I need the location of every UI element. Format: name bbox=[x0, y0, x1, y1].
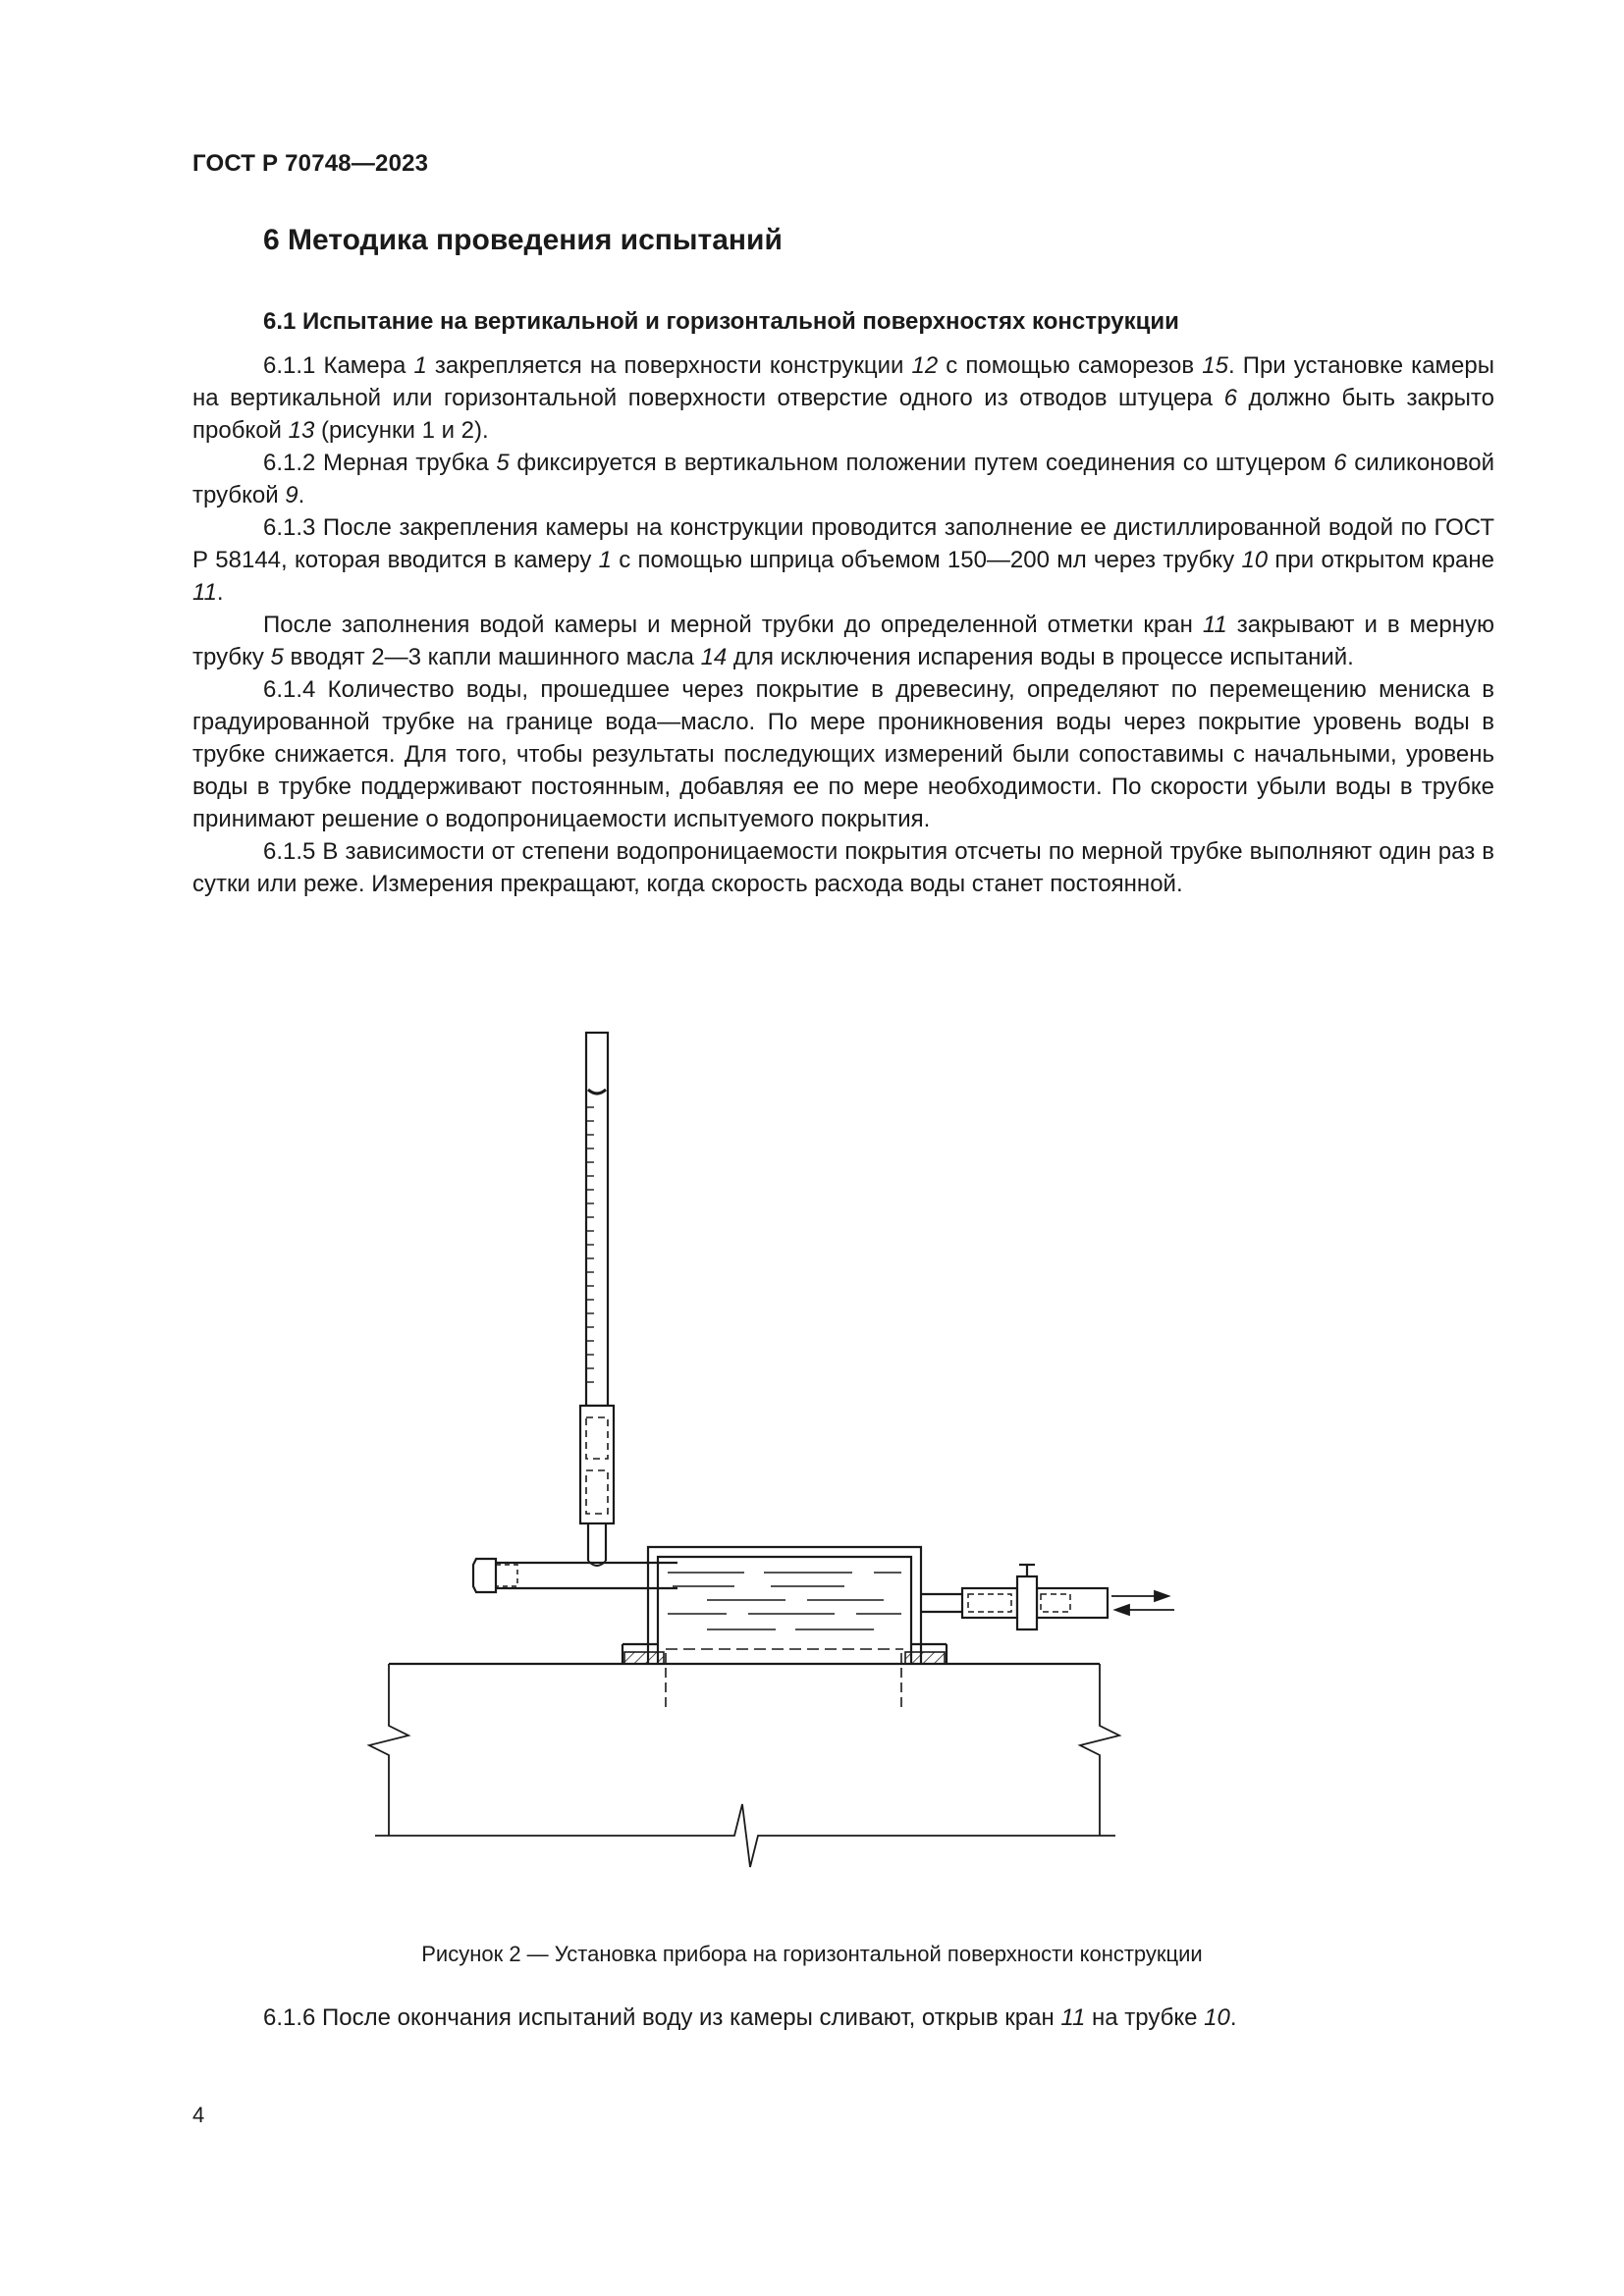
reference-number: 10 bbox=[1204, 2004, 1230, 2031]
reference-number: 11 bbox=[1060, 2004, 1086, 2031]
reference-number: 6 bbox=[1223, 385, 1237, 411]
measuring-tube bbox=[586, 1033, 608, 1406]
reference-number: 11 bbox=[1202, 612, 1227, 638]
reference-number: 11 bbox=[192, 579, 217, 606]
text-run: закрывают и в мерную трубку bbox=[192, 612, 1494, 670]
text-run: . bbox=[1229, 2004, 1237, 2031]
text-run: при открытом кране bbox=[1268, 547, 1495, 573]
text-run: для исключения испарения воды в процессе испытаний. bbox=[727, 644, 1354, 670]
reference-number: 12 bbox=[911, 352, 939, 379]
apparatus-drawing bbox=[196, 1001, 1473, 1924]
text-run: силиконовой трубкой bbox=[192, 450, 1494, 508]
text-run: закрепляется на поверхности конструкции bbox=[426, 352, 912, 379]
paragraph-6-1-5 bbox=[192, 835, 1494, 900]
reference-number: 6 bbox=[1333, 450, 1347, 476]
text-run: 6.1.5 В зависимости от степени водопроницаемости покрытия отсчеты по мерной трубке выполняют один раз в сутки или реже. Измерения прекращают, когда скорость расхода воды станет постоянной. bbox=[192, 838, 1494, 897]
paragraph-6-1-4 bbox=[192, 673, 1494, 835]
gasket-left bbox=[624, 1652, 664, 1664]
flow-arrows bbox=[1111, 1591, 1174, 1615]
silicone-sleeve bbox=[580, 1406, 614, 1523]
reference-number: 9 bbox=[285, 482, 298, 508]
text-run: 6.1.1 Камера bbox=[263, 352, 414, 379]
reference-number: 5 bbox=[496, 450, 510, 476]
text-run: фиксируется в вертикальном положении путем соединения со штуцером bbox=[509, 450, 1334, 476]
text-run: . bbox=[216, 579, 224, 606]
graduation-marks bbox=[586, 1107, 594, 1382]
body-text bbox=[192, 349, 1494, 900]
text-run: с помощью саморезов bbox=[938, 352, 1203, 379]
fitting-tee bbox=[491, 1523, 677, 1588]
break-bottom bbox=[375, 1804, 1115, 1867]
text-run: 6.1.4 Количество воды, прошедшее через покрытие в древесину, определяют по перемещению мениска в градуированной трубке на границе вода—масло. По мере проникновения воды через покрытие уровень воды в трубке снижается. Для того, чтобы результаты последующих измерений были сопоставимы с начальными, уровень воды в трубке поддерживают постоянным, добавляя ее по мере необходимости. По скорости убыли воды в трубке принимают решение о водопроницаемости испытуемого покрытия. bbox=[192, 676, 1494, 832]
text-run: вводят 2—3 капли машинного масла bbox=[283, 644, 701, 670]
text-run: 6.1.6 После окончания испытаний воду из камеры сливают, открыв кран bbox=[263, 2004, 1061, 2031]
text-run: должно быть закрыто пробкой bbox=[192, 385, 1495, 444]
text-run: 6.1.3 После закрепления камеры на конструкции проводится заполнение ее дистиллированной водой по ГОСТ Р 58144, которая вводится в камеру bbox=[192, 514, 1494, 573]
text-run: на трубке bbox=[1085, 2004, 1205, 2031]
text-run: . При установке камеры на вертикальной или горизонтальной поверхности отверстие одного из отводов штуцера bbox=[192, 352, 1494, 411]
subsection-title: 6.1 Испытание на вертикальной и горизонтальной поверхностях конструкции bbox=[263, 308, 1179, 335]
reference-number: 5 bbox=[270, 644, 284, 670]
paragraph-6-1-2 bbox=[192, 447, 1494, 511]
paragraph-6-1-3-continued bbox=[192, 609, 1494, 673]
page-number: 4 bbox=[192, 2103, 205, 2127]
paragraph-6-1-3 bbox=[192, 511, 1494, 609]
reference-number: 1 bbox=[598, 547, 612, 573]
chamber bbox=[623, 1547, 947, 1664]
break-right bbox=[1080, 1664, 1119, 1836]
reference-number: 13 bbox=[288, 417, 315, 444]
reference-number: 10 bbox=[1241, 547, 1269, 573]
section-title: 6 Методика проведения испытаний bbox=[263, 224, 783, 256]
gasket-right bbox=[905, 1652, 945, 1664]
valve-tap bbox=[1017, 1565, 1037, 1629]
reference-number: 1 bbox=[413, 352, 427, 379]
paragraph-6-1-6 bbox=[263, 2004, 1237, 2032]
text-run: . bbox=[298, 482, 305, 508]
reference-number: 14 bbox=[700, 644, 728, 670]
figure-caption: Рисунок 2 — Установка прибора на горизонтальной поверхности конструкции bbox=[421, 1942, 1203, 1966]
reference-number: 15 bbox=[1202, 352, 1228, 379]
outlet-tube bbox=[921, 1588, 1108, 1618]
text-run: После заполнения водой камеры и мерной трубки до определенной отметки кран bbox=[263, 612, 1203, 638]
break-left bbox=[369, 1664, 408, 1836]
paragraph-6-1-1 bbox=[192, 349, 1494, 447]
document-header: ГОСТ Р 70748—2023 bbox=[192, 150, 429, 177]
text-run: с помощью шприца объемом 150—200 мл через трубку bbox=[612, 547, 1242, 573]
water-lines bbox=[668, 1573, 901, 1629]
text-run: 6.1.2 Мерная трубка bbox=[263, 450, 497, 476]
text-run: (рисунки 1 и 2). bbox=[314, 417, 489, 444]
